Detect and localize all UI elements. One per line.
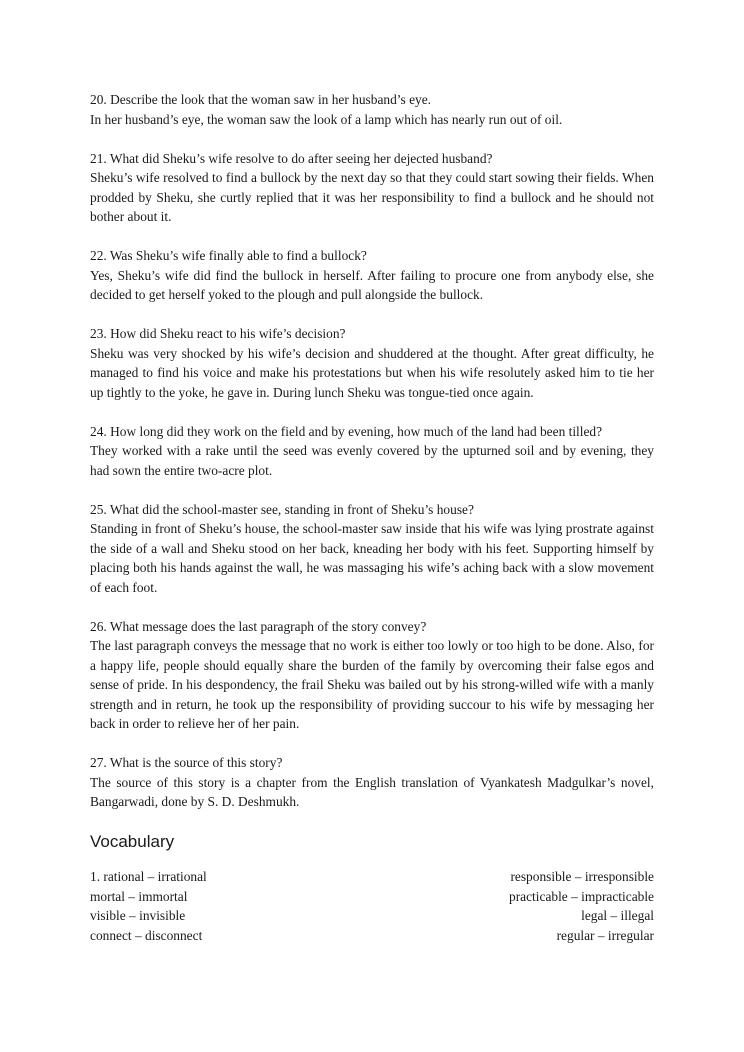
vocabulary-pair-left: connect – disconnect [90, 927, 203, 943]
question: 21. What did Sheku’s wife resolve to do after seeing her dejected husband? [90, 150, 493, 166]
vocabulary-pair-left: 1. rational – irrational [90, 869, 207, 884]
answer: Sheku’s wife resolved to find a bullock by the next day so that they could start sowing their fields. When prodded by Sheku, she curtly replied that it was her responsibility to find a bullock and he should not bother about it. [90, 170, 654, 224]
answer: Standing in front of Sheku’s house, the school-master saw inside that his wife was lying prostrate against the side of a wall and Sheku stood on her back, kneading her body with his feet. Supporting himself by placing both his hands against the wall, he was massaging his wife’s aching back with a slow movement of each foot. [90, 521, 654, 595]
question: 20. Describe the look that the woman saw in her husband’s eye. [90, 92, 432, 107]
question: 22. Was Sheku’s wife finally able to find a bullock? [90, 248, 367, 263]
question: 26. What message does the last paragraph of the story convey? [90, 618, 427, 634]
qa-item-25 [90, 500, 654, 598]
answer: Sheku was very shocked by his wife’s decision and shuddered at the thought. After great difficulty, he managed to find his voice and make his protestations but when his wife resolutely asked him to tie her up tightly to the yoke, he gave in. During lunch Sheku was tongue-tied once again. [90, 345, 654, 400]
vocabulary-row [90, 926, 654, 946]
vocabulary-pair-right: responsible – irresponsible [510, 869, 654, 884]
question: 25. What did the school-master see, standing in front of Sheku’s house? [90, 501, 474, 517]
answer: Yes, Sheku’s wife did find the bullock in herself. After failing to procure one from anybody else, she decided to get herself yoked to the plough and pull alongside the bullock. [90, 267, 654, 302]
question: 27. What is the source of this story? [90, 755, 283, 770]
question: 23. How did Sheku react to his wife’s decision? [90, 326, 346, 341]
question: 24. How long did they work on the field and by evening, how much of the land had been tilled? [90, 423, 603, 439]
answer: The last paragraph conveys the message that no work is either too lowly or too high to be done. Also, for a happy life, people should equally share the burden of the family by overcoming their false egos and sense of pride. In his despondency, the frail Sheku was bailed out by his strong-willed wife with a manly strength and in return, he took up the responsibility of providing succour to his wife by messaging her back in order to relieve her of her pain. [90, 638, 654, 731]
vocabulary-pair-right: regular – irregular [556, 927, 654, 943]
vocabulary-row [90, 906, 654, 926]
document-page [90, 90, 654, 945]
vocabulary-pair-left: mortal – immortal [90, 888, 188, 904]
qa-item-26 [90, 617, 654, 734]
vocabulary-pair-left: visible – invisible [90, 908, 186, 923]
answer: In her husband’s eye, the woman saw the look of a lamp which has nearly run out of oil. [90, 111, 563, 127]
qa-item-24 [90, 422, 654, 481]
qa-item-20 [90, 90, 654, 129]
answer: They worked with a rake until the seed was evenly covered by the upturned soil and by evening, they had sown the entire two-acre plot. [90, 443, 654, 478]
vocabulary-row [90, 887, 654, 907]
qa-item-22 [90, 246, 654, 305]
qa-item-21 [90, 149, 654, 227]
vocabulary-pair-right: practicable – impracticable [509, 888, 654, 904]
qa-item-23 [90, 324, 654, 402]
vocabulary-list [90, 867, 654, 945]
vocabulary-row [90, 867, 654, 887]
answer: The source of this story is a chapter from the English translation of Vyankatesh Madgulkar’s novel, Bangarwadi, done by S. D. Deshmukh. [90, 774, 654, 809]
vocabulary-heading: Vocabulary [90, 832, 175, 851]
vocabulary-pair-right: legal – illegal [581, 908, 654, 923]
qa-item-27 [90, 753, 654, 812]
